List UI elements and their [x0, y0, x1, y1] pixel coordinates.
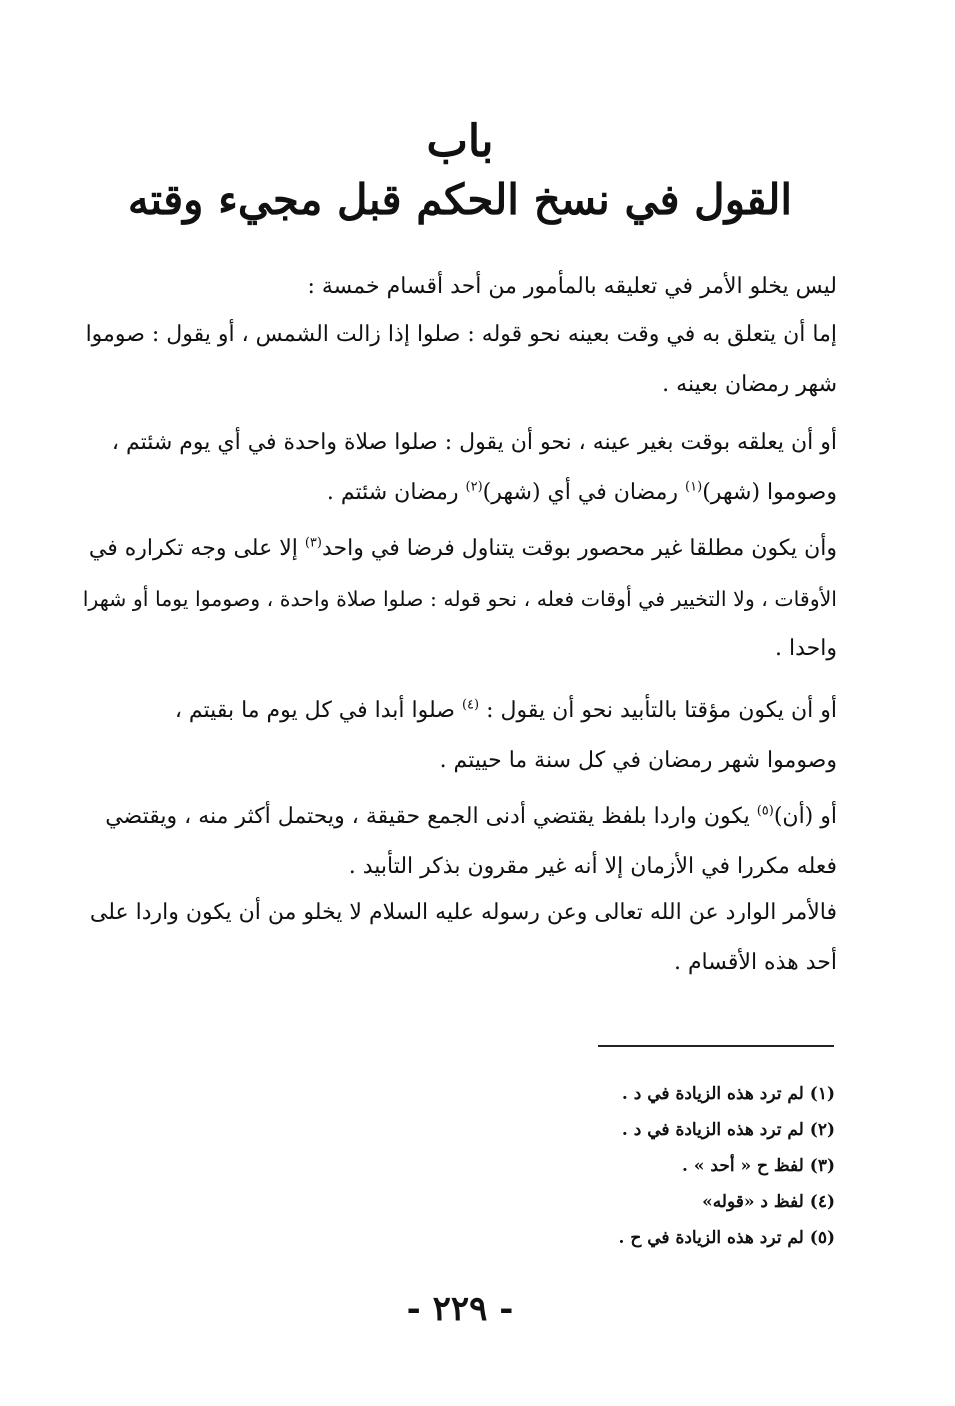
footnote-ref-2: (٢): [465, 479, 483, 495]
paragraph-1-line-2: شهر رمضان بعينه .: [662, 372, 837, 397]
paragraph-4-line-1: [81, 686, 837, 736]
paragraph-5-line-1: [81, 792, 837, 842]
paragraph-6-line-2: أحد هذه الأقسام .: [673, 950, 837, 975]
paragraph-6: [81, 888, 837, 988]
footnote-3: (٣) لفظ ح « أحد » .: [682, 1156, 835, 1176]
page-number: - ٢٢٩ -: [406, 1289, 514, 1329]
paragraph-3-line-2: الأوقات ، ولا التخيير في أوقات فعله ، نحو قوله : صلوا صلاة واحدة ، وصوموا يوما أو شهرا: [82, 587, 837, 611]
paragraph-5-line-2: فعله مكررا في الأزمان إلا أنه غير مقرون بذكر التأبيد .: [348, 854, 837, 879]
intro-paragraph: [81, 262, 837, 312]
footnote-2: (٢) لم ترد هذه الزيادة في د .: [621, 1120, 835, 1140]
paragraph-5: [81, 792, 837, 892]
chapter-label: باب: [426, 116, 494, 167]
footnotes: [435, 1076, 835, 1256]
footnote-ref-3: (٣): [304, 535, 322, 551]
paragraph-3-line-3: واحدا .: [775, 636, 837, 661]
paragraph-2-line-1: أو أن يعلقه بوقت بغير عينه ، نحو أن يقول : صلوا صلاة واحدة في أي يوم شئتم ،: [111, 430, 837, 455]
paragraph-3-text-a: وأن يكون مطلقا غير محصور بوقت يتناول فرضا في واحد: [321, 536, 837, 561]
footnote-ref-4: (٤): [461, 697, 480, 713]
paragraph-2-text-c: رمضان شئتم .: [326, 480, 466, 505]
paragraph-1-line-1: إما أن يتعلق به في وقت بعينه نحو قوله : صلوا إذا زالت الشمس ، أو يقول : صوموا: [85, 322, 837, 347]
paragraph-3-line-1: [81, 524, 837, 574]
paragraph-4-text-b: صلوا أبدا في كل يوم ما بقيتم ،: [174, 698, 462, 723]
intro-line: ليس يخلو الأمر في تعليقه بالمأمور من أحد أقسام خمسة :: [307, 274, 837, 299]
paragraph-6-line-1: فالأمر الوارد عن الله تعالى وعن رسوله عليه السلام لا يخلو من أن يكون واردا على: [89, 900, 837, 925]
footnote-5: (٥) لم ترد هذه الزيادة في ح .: [618, 1228, 835, 1248]
footnote-ref-1: (١): [685, 479, 703, 495]
paragraph-2-line-2: [81, 468, 837, 518]
paragraph-5-text-a: أو (أن): [773, 804, 837, 829]
paragraph-3-text-b: إلا على وجه تكراره في: [88, 536, 305, 561]
paragraph-2: [81, 418, 837, 518]
paragraph-4-line-2: وصوموا شهر رمضان في كل سنة ما حييتم .: [439, 748, 837, 773]
footnote-4: (٤) لفظ د «قوله»: [702, 1192, 835, 1212]
paragraph-2-text-b: رمضان في أي (شهر): [482, 480, 686, 505]
paragraph-4: [81, 686, 837, 786]
paragraph-1: [81, 310, 837, 410]
footnote-divider: [598, 1045, 834, 1047]
footnote-1: (١) لم ترد هذه الزيادة في د .: [621, 1084, 835, 1104]
paragraph-3: [81, 524, 837, 674]
paragraph-2-text-a: وصوموا (شهر): [702, 480, 837, 505]
chapter-title: القول في نسخ الحكم قبل مجيء وقته: [127, 175, 793, 224]
footnote-ref-5: (٥): [756, 803, 774, 819]
paragraph-5-text-b: يكون واردا بلفظ يقتضي أدنى الجمع حقيقة ، ويحتمل أكثر منه ، ويقتضي: [105, 804, 757, 829]
paragraph-4-text-a: أو أن يكون مؤقتا بالتأبيد نحو أن يقول :: [479, 698, 837, 723]
